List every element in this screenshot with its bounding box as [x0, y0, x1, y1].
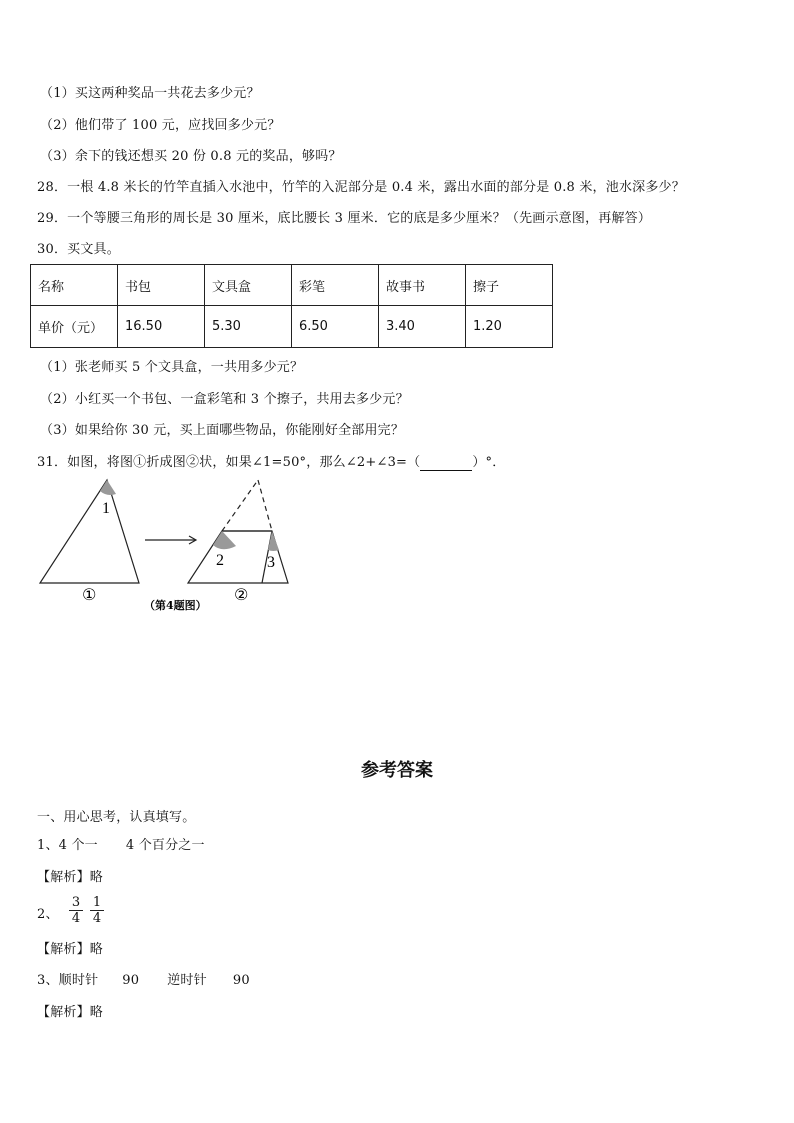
answer-3-value-3: 逆时针: [167, 973, 207, 988]
answer-3-value-1: 顺时针: [58, 973, 99, 988]
fraction-three-quarters: [69, 895, 83, 926]
q31-text-a: 31．如图，将图①折成图②状，如果∠1=50°，那么∠2+∠3=（: [37, 455, 421, 470]
table-cell: 名称: [31, 265, 118, 306]
figure-1-label: ①: [82, 585, 97, 604]
fraction-numerator: 1: [90, 895, 104, 911]
table-cell: 5.30: [205, 306, 292, 348]
answer-1-number: 1、: [37, 838, 59, 853]
table-cell: 文具盒: [205, 265, 292, 306]
angle-2-label: 2: [216, 552, 224, 569]
q30-part2: （2）小红买一个书包、一盒彩笔和 3 个擦子，共用去多少元？: [40, 392, 409, 407]
answer-3-value-2: 90: [122, 973, 140, 988]
q27-part3: （3）余下的钱还想买 20 份 0.8 元的奖品，够吗？: [40, 149, 342, 164]
answer-1-value-1: 4 个一: [58, 838, 98, 853]
question-30-title: 30．买文具。: [37, 242, 120, 257]
figure-2-label: ②: [234, 585, 249, 604]
analysis-1: 【解析】略: [37, 870, 104, 885]
q27-part1: （1）买这两种奖品一共花去多少元？: [40, 86, 260, 101]
analysis-3: 【解析】略: [37, 1005, 104, 1020]
table-cell: 书包: [118, 265, 205, 306]
table-cell: 擦子: [466, 265, 553, 306]
triangle-figure-1: [40, 480, 139, 583]
fraction-numerator: 3: [69, 895, 83, 911]
table-cell: 故事书: [379, 265, 466, 306]
angle-1-label: 1: [102, 500, 110, 517]
table-cell: 单价（元）: [31, 306, 118, 348]
table-cell: 16.50: [118, 306, 205, 348]
angle-2-mark: [213, 531, 236, 549]
question-29: 29．一个等腰三角形的周长是 30 厘米，底比腰长 3 厘米．它的底是多少厘米？（先画示意图，再解答）: [37, 211, 652, 226]
fraction-denominator: 4: [71, 911, 81, 926]
q30-part3: （3）如果给你 30 元，买上面哪些物品，你能刚好全部用完？: [40, 423, 405, 438]
answer-1-value-2: 4 个百分之一: [125, 838, 205, 853]
answers-title: 参考答案: [361, 760, 433, 781]
answer-3: [37, 969, 250, 988]
dashed-fold-line: [222, 480, 258, 531]
answer-1: [37, 834, 205, 853]
answer-3-number: 3、: [37, 973, 59, 988]
table-cell: 彩笔: [292, 265, 379, 306]
table-cell: 1.20: [466, 306, 553, 348]
fraction-one-quarter: [90, 895, 104, 926]
q30-part1: （1）张老师买 5 个文具盒，一共用多少元？: [40, 360, 304, 375]
angle-1-mark: [100, 480, 116, 495]
answers-section-1: 一、用心思考，认真填写。: [37, 810, 196, 825]
analysis-2: 【解析】略: [37, 942, 104, 957]
q27-part2: （2）他们带了 100 元，应找回多少元？: [40, 118, 281, 133]
figure-caption: （第4题图）: [144, 599, 207, 612]
q31-text-b: ）°．: [472, 455, 506, 470]
answer-3-value-4: 90: [232, 973, 250, 988]
answer-2-number: 2、: [37, 907, 59, 922]
table-cell: 6.50: [292, 306, 379, 348]
angle-3-label: 3: [267, 554, 275, 571]
question-28: 28．一根 4.8 米长的竹竿直插入水池中，竹竿的入泥部分是 0.4 米，露出水面的部分是 0.8 米，池水深多少？: [37, 180, 685, 195]
fraction-denominator: 4: [92, 911, 102, 926]
table-cell: 3.40: [379, 306, 466, 348]
